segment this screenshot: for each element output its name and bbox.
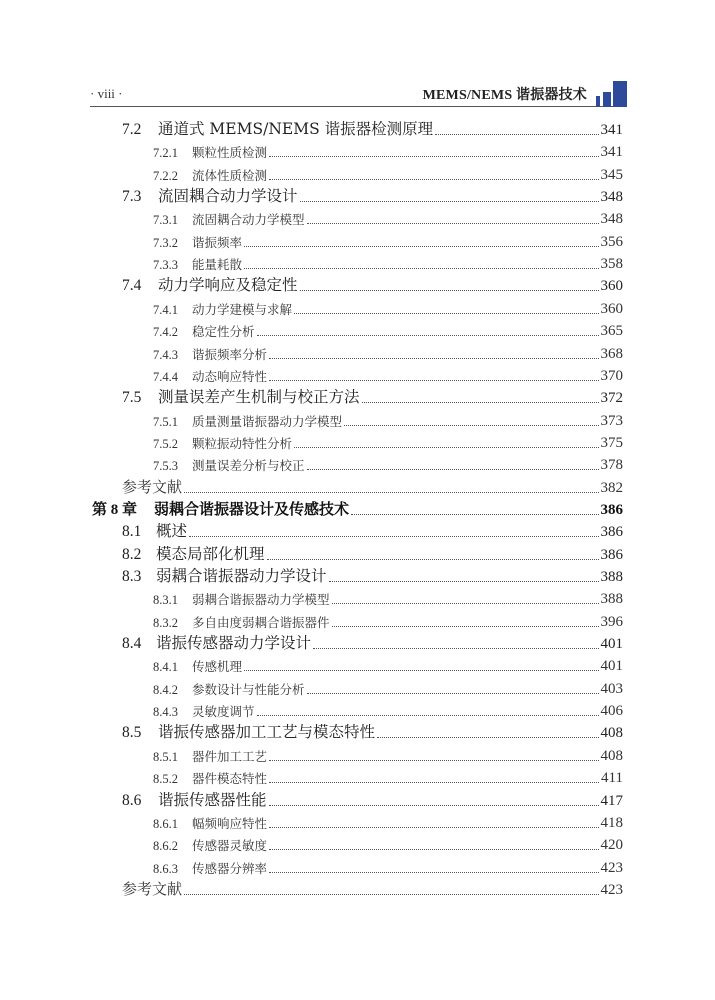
toc-number: 8.6.1: [153, 816, 178, 831]
toc-number: 8.5: [122, 724, 142, 742]
toc-entry[interactable]: [153, 296, 623, 318]
dot-leader: [257, 714, 599, 716]
dot-leader: [244, 245, 598, 247]
toc-title: 动态响应特性: [192, 368, 268, 384]
toc-page-number: 368: [600, 345, 623, 362]
toc-title: 概述: [156, 522, 188, 541]
toc-title: 参考文献: [122, 477, 183, 496]
toc-title: 能量耗散: [192, 257, 243, 273]
toc-number: 8.6.3: [153, 861, 178, 876]
toc-entry[interactable]: [153, 653, 623, 675]
dot-leader: [332, 602, 599, 604]
toc-title: 流固耦合动力学设计: [158, 187, 298, 206]
toc-references-entry[interactable]: [122, 475, 623, 497]
toc-page-number: 373: [600, 412, 623, 429]
dot-leader: [269, 871, 598, 873]
dot-leader: [307, 692, 599, 694]
dot-leader: [269, 759, 598, 761]
toc-title: 弱耦合谐振器动力学模型: [192, 592, 330, 608]
toc-title: 器件加工工艺: [192, 748, 268, 764]
toc-title: 灵敏度调节: [192, 704, 255, 720]
dot-leader: [269, 826, 598, 828]
toc-number: 7.2.1: [153, 146, 178, 161]
toc-page-number: 417: [600, 792, 623, 809]
block-large: [613, 81, 627, 107]
toc-number: 7.5.3: [153, 459, 178, 474]
dot-leader: [269, 804, 599, 806]
toc-number: 7.3.1: [153, 213, 178, 228]
toc-number: 8.3.2: [153, 615, 178, 630]
dot-leader: [329, 580, 599, 582]
toc-entry[interactable]: [122, 542, 623, 564]
toc-number: 7.4.2: [153, 325, 178, 340]
toc-page-number: 403: [600, 680, 623, 697]
dot-leader: [313, 647, 598, 649]
dot-leader: [300, 289, 599, 291]
toc-entry[interactable]: [122, 519, 623, 541]
running-header: [90, 78, 627, 107]
toc-entry[interactable]: [153, 139, 623, 161]
dot-leader: [244, 267, 598, 269]
toc-number: 7.2.2: [153, 168, 178, 183]
dot-leader: [294, 446, 598, 448]
toc-entry[interactable]: [122, 117, 623, 139]
toc-entry[interactable]: [153, 855, 623, 877]
dot-leader: [269, 178, 598, 180]
toc-page-number: 341: [600, 144, 623, 161]
toc-page-number: 365: [600, 323, 623, 340]
dot-leader: [344, 424, 598, 426]
toc-entry[interactable]: [122, 788, 623, 810]
toc-page-number: 356: [600, 233, 623, 250]
toc-entry[interactable]: [153, 698, 623, 720]
toc-page-number: 378: [600, 457, 623, 474]
toc-title: 模态局部化机理: [156, 544, 265, 563]
toc-title: 幅频响应特性: [192, 815, 268, 831]
toc-entry[interactable]: [153, 810, 623, 832]
toc-entry[interactable]: [153, 408, 623, 430]
toc-entry[interactable]: [153, 229, 623, 251]
toc-title: 谐振传感器性能: [158, 790, 267, 809]
toc-entry[interactable]: [153, 586, 623, 608]
toc-entry[interactable]: [153, 743, 623, 765]
toc-page-number: 348: [600, 211, 623, 228]
toc-number: 7.3: [122, 188, 142, 206]
toc-entry[interactable]: [122, 720, 623, 742]
toc-entry[interactable]: [153, 609, 623, 631]
toc-page-number: 345: [600, 166, 623, 183]
dot-leader: [269, 848, 598, 850]
toc-title: 参数设计与性能分析: [192, 681, 305, 697]
toc-title: 谐振传感器加工工艺与模态特性: [158, 723, 376, 742]
toc-page-number: 360: [600, 278, 623, 295]
toc-number: 7.4: [122, 277, 142, 295]
toc-title: 质量测量谐振器动力学模型: [192, 413, 343, 429]
toc-title: 流体性质检测: [192, 167, 268, 183]
toc-page-number: 372: [600, 390, 623, 407]
toc-entry[interactable]: [153, 452, 623, 474]
toc-entry[interactable]: [122, 385, 623, 407]
toc-title: 参考文献: [122, 879, 183, 898]
toc-page-number: 370: [600, 367, 623, 384]
toc-title: 谐振频率分析: [192, 346, 268, 362]
toc-number: 7.2: [122, 121, 142, 138]
toc-page-number: 388: [600, 569, 623, 585]
toc-page-number: 411: [601, 770, 623, 787]
block-small: [596, 96, 600, 107]
toc-page-number: 423: [600, 859, 623, 876]
toc-page-number: 401: [600, 658, 623, 675]
toc-entry[interactable]: [153, 162, 623, 184]
dot-leader: [294, 312, 598, 314]
dot-leader: [269, 379, 598, 381]
toc-page-number: 406: [600, 703, 623, 720]
dot-leader: [362, 401, 599, 403]
toc-entry[interactable]: [153, 206, 623, 228]
toc-title: 颗粒振动特性分析: [192, 435, 293, 451]
toc-number: 8.4.2: [153, 682, 178, 697]
toc-title: 动力学响应及稳定性: [158, 276, 298, 295]
toc-entry[interactable]: [153, 318, 623, 340]
toc-number: 8.2: [122, 545, 142, 563]
dot-leader: [244, 669, 598, 671]
toc-number: 8.4.1: [153, 660, 178, 675]
toc-number: 8.3: [122, 568, 142, 585]
toc-page-number: 401: [600, 636, 623, 653]
toc-references-entry[interactable]: [122, 877, 623, 899]
toc-page-number: 341: [600, 122, 623, 138]
toc-page-number: 420: [600, 837, 623, 854]
dot-leader: [377, 736, 598, 738]
dot-leader: [307, 468, 599, 470]
toc-number: 7.4.4: [153, 369, 178, 384]
dot-leader: [332, 625, 599, 627]
toc-title: 颗粒性质检测: [192, 145, 268, 161]
toc-title: 谐振传感器动力学设计: [156, 634, 312, 653]
toc-entry[interactable]: [122, 631, 623, 653]
toc-page-number: 348: [600, 189, 623, 206]
toc-number: 8.4.3: [153, 705, 178, 720]
toc-number: 8.1: [122, 523, 142, 541]
toc-title: 传感器灵敏度: [192, 838, 268, 854]
toc-entry[interactable]: [153, 832, 623, 854]
toc-title: 流固耦合动力学模型: [192, 212, 305, 228]
toc-entry[interactable]: [153, 676, 623, 698]
toc-entry[interactable]: [153, 430, 623, 452]
toc-page-number: 360: [600, 300, 623, 317]
dot-leader: [269, 357, 598, 359]
toc-title: 器件模态特性: [192, 771, 268, 787]
toc-page-number: 358: [600, 256, 623, 273]
toc-entry[interactable]: [122, 184, 623, 206]
toc-number: 7.5.1: [153, 414, 178, 429]
toc-title: 通道式 MEMS/NEMS 谐振器检测原理: [158, 120, 434, 138]
toc-title: 测量误差分析与校正: [192, 458, 305, 474]
book-title: MEMS/NEMS 谐振器技术: [422, 88, 587, 103]
toc-entry[interactable]: [122, 273, 623, 295]
dot-leader: [269, 781, 599, 783]
toc-title: 谐振频率: [192, 234, 243, 250]
toc-number: 7.3.3: [153, 258, 178, 273]
toc-title: 多自由度弱耦合谐振器件: [192, 614, 330, 630]
dot-leader: [184, 491, 598, 493]
toc-page-number: 408: [600, 747, 623, 764]
toc-page-number: 375: [600, 434, 623, 451]
toc-page-number: 386: [600, 501, 623, 518]
toc-number: 7.4.3: [153, 347, 178, 362]
toc-title: 弱耦合谐振器设计及传感技术: [154, 499, 350, 518]
toc-entry[interactable]: [122, 564, 623, 586]
toc-number: 8.5.1: [153, 749, 178, 764]
toc-entry[interactable]: [153, 341, 623, 363]
toc-title: 传感机理: [192, 659, 243, 675]
toc-number: 7.5: [122, 389, 142, 407]
toc-title: 稳定性分析: [192, 324, 255, 340]
toc-entry[interactable]: [153, 765, 623, 787]
toc-chapter-entry[interactable]: [92, 497, 623, 519]
toc-page-number: 423: [600, 881, 623, 898]
toc-page-number: 418: [600, 814, 623, 831]
dot-leader: [189, 535, 598, 537]
toc-number: 7.5.2: [153, 436, 178, 451]
dot-leader: [300, 200, 599, 202]
toc-number: 7.4.1: [153, 302, 178, 317]
toc-number: 8.3.1: [153, 593, 178, 608]
toc-page-number: 396: [600, 613, 623, 630]
block-medium: [603, 92, 611, 107]
toc-page-number: 382: [600, 479, 623, 496]
dot-leader: [184, 893, 598, 895]
toc-title: 测量误差产生机制与校正方法: [158, 388, 360, 407]
toc-title: 动力学建模与求解: [192, 301, 293, 317]
toc-entry[interactable]: [153, 363, 623, 385]
toc-page-number: 388: [600, 591, 623, 608]
toc-entry[interactable]: [153, 251, 623, 273]
toc-number: 第 8 章: [92, 501, 138, 518]
toc-number: 8.6: [122, 791, 142, 809]
toc-page-number: 386: [600, 546, 623, 563]
toc-number: 7.3.2: [153, 235, 178, 250]
dot-leader: [351, 513, 598, 515]
page-number: · viii ·: [90, 86, 123, 101]
toc-title: 传感器分辨率: [192, 860, 268, 876]
dot-leader: [435, 133, 598, 135]
toc-number: 8.6.2: [153, 839, 178, 854]
toc-page-number: 408: [600, 725, 623, 742]
dot-leader: [267, 558, 599, 560]
toc-number: 8.4: [122, 635, 142, 653]
dot-leader: [307, 222, 599, 224]
toc-page-number: 386: [600, 524, 623, 541]
dot-leader: [257, 334, 599, 336]
toc-title: 弱耦合谐振器动力学设计: [156, 567, 327, 585]
toc-number: 8.5.2: [153, 772, 178, 787]
dot-leader: [269, 155, 598, 157]
